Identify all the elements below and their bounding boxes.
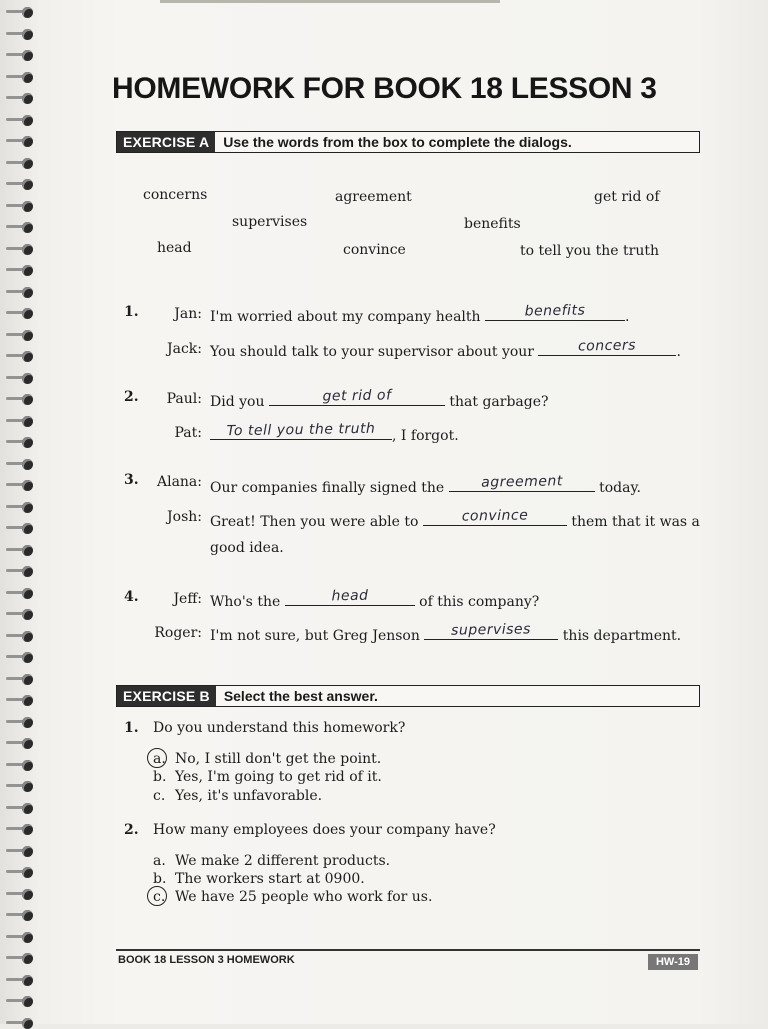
spiral-ring xyxy=(6,307,36,319)
dialog-text: of this company? xyxy=(419,594,540,610)
speaker-name: Jeff: xyxy=(173,591,202,607)
dialog-line xyxy=(210,302,630,325)
spiral-ring xyxy=(6,458,36,470)
dialog-text: today. xyxy=(599,480,641,496)
dialog-text: Great! Then you were able to xyxy=(210,514,419,530)
spiral-ring xyxy=(6,522,36,534)
dialog-text: I'm worried about my company health xyxy=(210,309,481,325)
option-text: We make 2 different products. xyxy=(175,853,391,869)
dialog-line xyxy=(210,420,459,444)
dialog-text: I'm not sure, but Greg Jenson xyxy=(210,628,420,644)
spiral-ring xyxy=(6,1017,36,1029)
dialog-text: this department. xyxy=(562,628,682,644)
spiral-ring xyxy=(6,436,36,448)
answer-circle xyxy=(147,748,167,768)
answer-circle xyxy=(147,886,167,906)
dialog-text: them that it was a xyxy=(571,514,700,530)
footer-text: BOOK 18 LESSON 3 HOMEWORK xyxy=(118,954,295,966)
answer-option[interactable] xyxy=(153,788,322,804)
dialog-text: You should talk to your supervisor about your xyxy=(210,344,535,360)
exercise-a-header xyxy=(116,131,700,153)
spiral-ring xyxy=(6,6,36,18)
option-letter: c. xyxy=(153,788,166,804)
item-number: 4. xyxy=(124,589,139,605)
dialog-line xyxy=(210,473,641,496)
spiral-ring xyxy=(6,71,36,83)
spiral-ring xyxy=(6,114,36,126)
spiral-ring xyxy=(6,350,36,362)
spiral-ring xyxy=(6,995,36,1007)
spiral-ring xyxy=(6,694,36,706)
spiral-ring xyxy=(6,415,36,427)
option-text: The workers start at 0900. xyxy=(175,871,365,887)
option-letter: b. xyxy=(153,769,167,785)
handwritten-answer: To tell you the truth xyxy=(226,420,376,440)
spiral-ring xyxy=(6,243,36,255)
word-bank-item: benefits xyxy=(464,216,521,232)
spiral-ring xyxy=(6,845,36,857)
spiral-ring xyxy=(6,200,36,212)
dialog-line xyxy=(210,621,682,644)
spiral-ring xyxy=(6,329,36,341)
spiral-ring xyxy=(6,952,36,964)
spiral-ring xyxy=(6,974,36,986)
answer-option[interactable] xyxy=(153,751,381,767)
spiral-ring xyxy=(6,157,36,169)
option-text: Yes, I'm going to get rid of it. xyxy=(175,769,382,785)
answer-option[interactable] xyxy=(153,853,390,869)
spiral-ring xyxy=(6,264,36,276)
spiral-ring xyxy=(6,587,36,599)
spiral-ring xyxy=(6,28,36,40)
spiral-ring xyxy=(6,866,36,878)
dialog-text: that garbage? xyxy=(449,394,549,410)
spiral-ring xyxy=(6,802,36,814)
spiral-ring xyxy=(6,888,36,900)
page-title: HOMEWORK FOR BOOK 18 LESSON 3 xyxy=(112,72,657,105)
answer-blank[interactable] xyxy=(285,587,415,606)
handwritten-answer: agreement xyxy=(480,473,563,491)
answer-option[interactable] xyxy=(153,871,365,887)
spiral-ring xyxy=(6,651,36,663)
word-bank-item: get rid of xyxy=(594,189,660,205)
dialog-line xyxy=(210,387,549,410)
answer-option[interactable] xyxy=(153,889,432,905)
item-number: 2. xyxy=(124,389,139,405)
dialog-text: , I forgot. xyxy=(392,428,459,444)
dialog-text: . xyxy=(625,309,630,325)
speaker-name: Paul: xyxy=(166,391,202,407)
speaker-name: Josh: xyxy=(167,509,202,525)
handwritten-answer: get rid of xyxy=(322,387,392,405)
exercise-b-header xyxy=(116,685,700,707)
option-text: We have 25 people who work for us. xyxy=(175,889,433,905)
option-letter: c. xyxy=(153,889,175,905)
footer-divider xyxy=(116,949,700,951)
answer-blank[interactable] xyxy=(538,337,676,356)
page-number: HW-19 xyxy=(648,954,698,970)
speaker-name: Jack: xyxy=(167,341,202,357)
answer-blank[interactable] xyxy=(423,507,567,526)
spiral-binding xyxy=(0,0,44,1024)
dialog-line xyxy=(210,507,700,530)
spiral-ring xyxy=(6,931,36,943)
option-letter: b. xyxy=(153,871,167,887)
option-letter: a. xyxy=(153,751,175,767)
spiral-ring xyxy=(6,673,36,685)
handwritten-answer: convince xyxy=(461,507,529,525)
word-bank-item: supervises xyxy=(232,214,308,230)
answer-blank[interactable] xyxy=(424,621,558,640)
spiral-ring xyxy=(6,716,36,728)
dialog-line xyxy=(210,540,284,556)
spiral-ring xyxy=(6,501,36,513)
spiral-ring xyxy=(6,759,36,771)
handwritten-answer: supervises xyxy=(451,621,532,639)
spiral-ring xyxy=(6,393,36,405)
dialog-text: Our companies finally signed the xyxy=(210,480,445,496)
spiral-ring xyxy=(6,178,36,190)
question-number: 1. xyxy=(124,720,139,736)
spiral-ring xyxy=(6,608,36,620)
item-number: 1. xyxy=(124,304,139,320)
answer-blank[interactable] xyxy=(269,387,445,406)
exercise-b-tag: EXERCISE B xyxy=(117,686,216,706)
word-bank-item: head xyxy=(157,240,192,256)
handwritten-answer: concers xyxy=(578,337,637,355)
exercise-a-instruction: Use the words from the box to complete the dialogs. xyxy=(223,134,572,150)
word-bank-item: convince xyxy=(343,242,406,258)
answer-blank[interactable] xyxy=(485,302,625,321)
item-number: 3. xyxy=(124,472,139,488)
answer-blank[interactable] xyxy=(210,420,392,440)
spiral-ring xyxy=(6,780,36,792)
answer-blank[interactable] xyxy=(449,473,595,492)
word-bank-item: agreement xyxy=(335,189,412,205)
dialog-text: . xyxy=(676,344,681,360)
handwritten-answer: head xyxy=(331,587,369,605)
speaker-name: Roger: xyxy=(154,625,202,641)
spiral-ring xyxy=(6,221,36,233)
question-text: Do you understand this homework? xyxy=(153,720,406,736)
dialog-line xyxy=(210,337,681,360)
question-text: How many employees does your company have? xyxy=(153,822,496,838)
spiral-ring xyxy=(6,630,36,642)
top-edge-mark xyxy=(160,0,500,3)
dialog-text: Who's the xyxy=(210,594,281,610)
spiral-ring xyxy=(6,479,36,491)
spiral-ring xyxy=(6,909,36,921)
question-number: 2. xyxy=(124,822,139,838)
spiral-ring xyxy=(6,565,36,577)
spiral-ring xyxy=(6,544,36,556)
word-bank-item: to tell you the truth xyxy=(520,243,659,259)
word-bank-item: concerns xyxy=(143,187,208,203)
spiral-ring xyxy=(6,737,36,749)
spiral-ring xyxy=(6,49,36,61)
spiral-ring xyxy=(6,286,36,298)
dialog-text: Did you xyxy=(210,394,265,410)
speaker-name: Pat: xyxy=(174,425,202,441)
spiral-ring xyxy=(6,823,36,835)
option-text: Yes, it's unfavorable. xyxy=(175,788,323,804)
dialog-text: good idea. xyxy=(210,540,284,556)
spiral-ring xyxy=(6,372,36,384)
answer-option[interactable] xyxy=(153,769,382,785)
option-letter: a. xyxy=(153,853,166,869)
speaker-name: Alana: xyxy=(156,474,202,490)
spiral-ring xyxy=(6,135,36,147)
option-text: No, I still don't get the point. xyxy=(175,751,382,767)
exercise-a-tag: EXERCISE A xyxy=(117,132,215,152)
spiral-ring xyxy=(6,92,36,104)
dialog-line xyxy=(210,587,540,610)
exercise-b-instruction: Select the best answer. xyxy=(223,688,378,704)
speaker-name: Jan: xyxy=(174,306,202,322)
handwritten-answer: benefits xyxy=(524,302,586,320)
